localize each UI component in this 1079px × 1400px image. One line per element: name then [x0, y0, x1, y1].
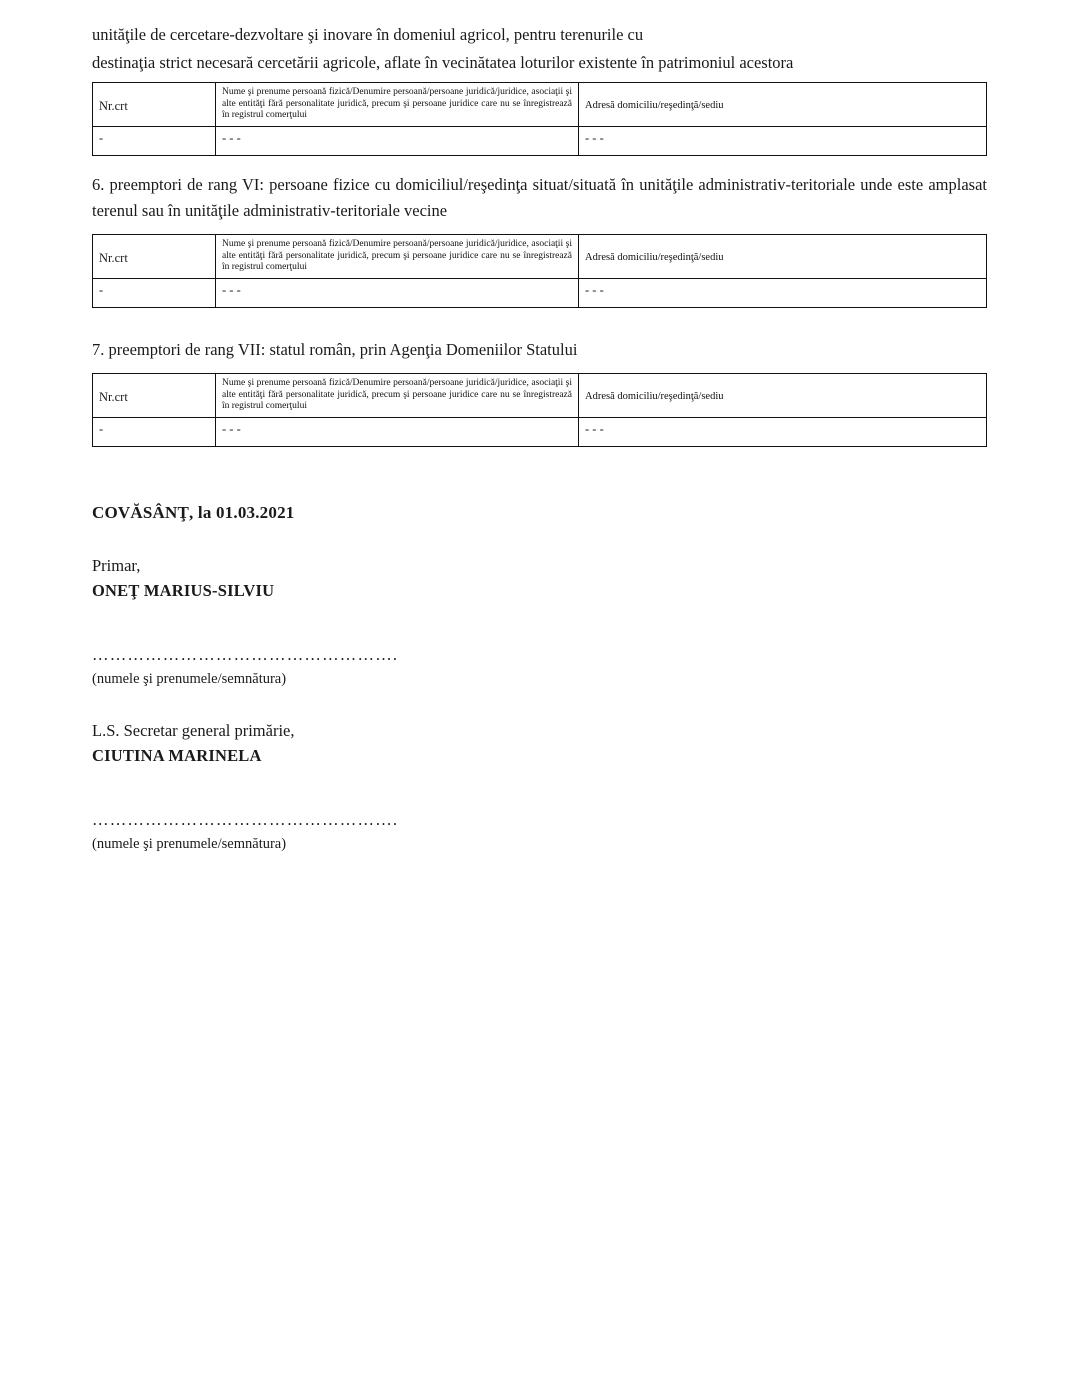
table-header-row: [93, 83, 987, 127]
preemptors-table-rank-v: [92, 82, 987, 156]
cell-nr: -: [93, 278, 216, 307]
cell-name: - - -: [216, 278, 579, 307]
preemptors-table-rank-vii: [92, 373, 987, 447]
cell-address: - - -: [579, 126, 987, 155]
table-row: [93, 126, 987, 155]
section-rank-vii-heading: 7. preemptori de rang VII: statul român, prin Agenţia Domeniilor Statului: [92, 340, 578, 359]
header-cell-nr: Nr.crt: [93, 83, 216, 127]
header-cell-name: Nume şi prenume persoană fizică/Denumire persoană/persoane juridică/juridice, asociaţii şi alte entităţi fără personalitate juridică, precum şi persoane juridice care nu se înregistrează în registrul comerţului: [216, 235, 579, 279]
place-date-line: [92, 503, 987, 523]
signature-role: Primar,: [92, 556, 141, 575]
cell-name: - - -: [216, 417, 579, 446]
table-row: [93, 278, 987, 307]
signature-block-mayor: [92, 553, 987, 689]
clipped-top-line-text: unităţile de cercetare-dezvoltare şi inovare în domeniul agricol, pentru terenurile cu: [92, 25, 644, 44]
signature-caption: (numele şi prenumele/semnătura): [92, 671, 287, 687]
cell-nr: -: [93, 126, 216, 155]
section-rank-vi-heading: 6. preemptori de rang VI: persoane fizice cu domiciliul/reşedinţa situat/situată în unităţile administrativ-teritoriale unde este amplasat terenul sau în unităţile administrativ-teritoriale vecine: [92, 175, 987, 220]
signature-name: ONEŢ MARIUS-SILVIU: [92, 581, 275, 600]
signature-name: CIUTINA MARINELA: [92, 746, 262, 765]
signature-block-secretary: [92, 718, 987, 854]
table-header-row: [93, 374, 987, 418]
header-cell-name: Nume şi prenume persoană fizică/Denumire persoană/persoane juridică/juridice, asociaţii şi alte entităţi fără personalitate juridică, precum şi persoane juridice care nu se înregistrează în registrul comerţului: [216, 83, 579, 127]
header-cell-name: Nume şi prenume persoană fizică/Denumire persoană/persoane juridică/juridice, asociaţii şi alte entităţi fără personalitate juridică, precum şi persoane juridice care nu se înregistrează în registrul comerţului: [216, 374, 579, 418]
cell-nr: -: [93, 417, 216, 446]
intro-paragraph: destinaţia strict necesară cercetării agricole, aflate în vecinătatea loturilor existente în patrimoniul acestora: [92, 53, 794, 72]
preemptors-table-rank-vi: [92, 234, 987, 308]
header-cell-address: Adresă domiciliu/reşedinţă/sediu: [579, 235, 987, 279]
signature-role: L.S. Secretar general primărie,: [92, 721, 295, 740]
cell-name: - - -: [216, 126, 579, 155]
header-cell-address: Adresă domiciliu/reşedinţă/sediu: [579, 374, 987, 418]
signature-dotted-line: …………………………………………….: [92, 645, 399, 664]
section-rank-vii: [92, 337, 987, 447]
header-cell-address: Adresă domiciliu/reşedinţă/sediu: [579, 83, 987, 127]
section-rank-v-table: [92, 82, 987, 156]
signature-dotted-line: …………………………………………….: [92, 810, 399, 829]
place-date-text: COVĂSÂNŢ, la 01.03.2021: [92, 503, 295, 522]
header-cell-nr: Nr.crt: [93, 235, 216, 279]
table-row: [93, 417, 987, 446]
section-rank-vi: [92, 172, 987, 308]
cell-address: - - -: [579, 278, 987, 307]
clipped-top-line: [92, 25, 987, 46]
table-header-row: [93, 235, 987, 279]
header-cell-nr: Nr.crt: [93, 374, 216, 418]
cell-address: - - -: [579, 417, 987, 446]
signature-caption: (numele şi prenumele/semnătura): [92, 836, 287, 852]
